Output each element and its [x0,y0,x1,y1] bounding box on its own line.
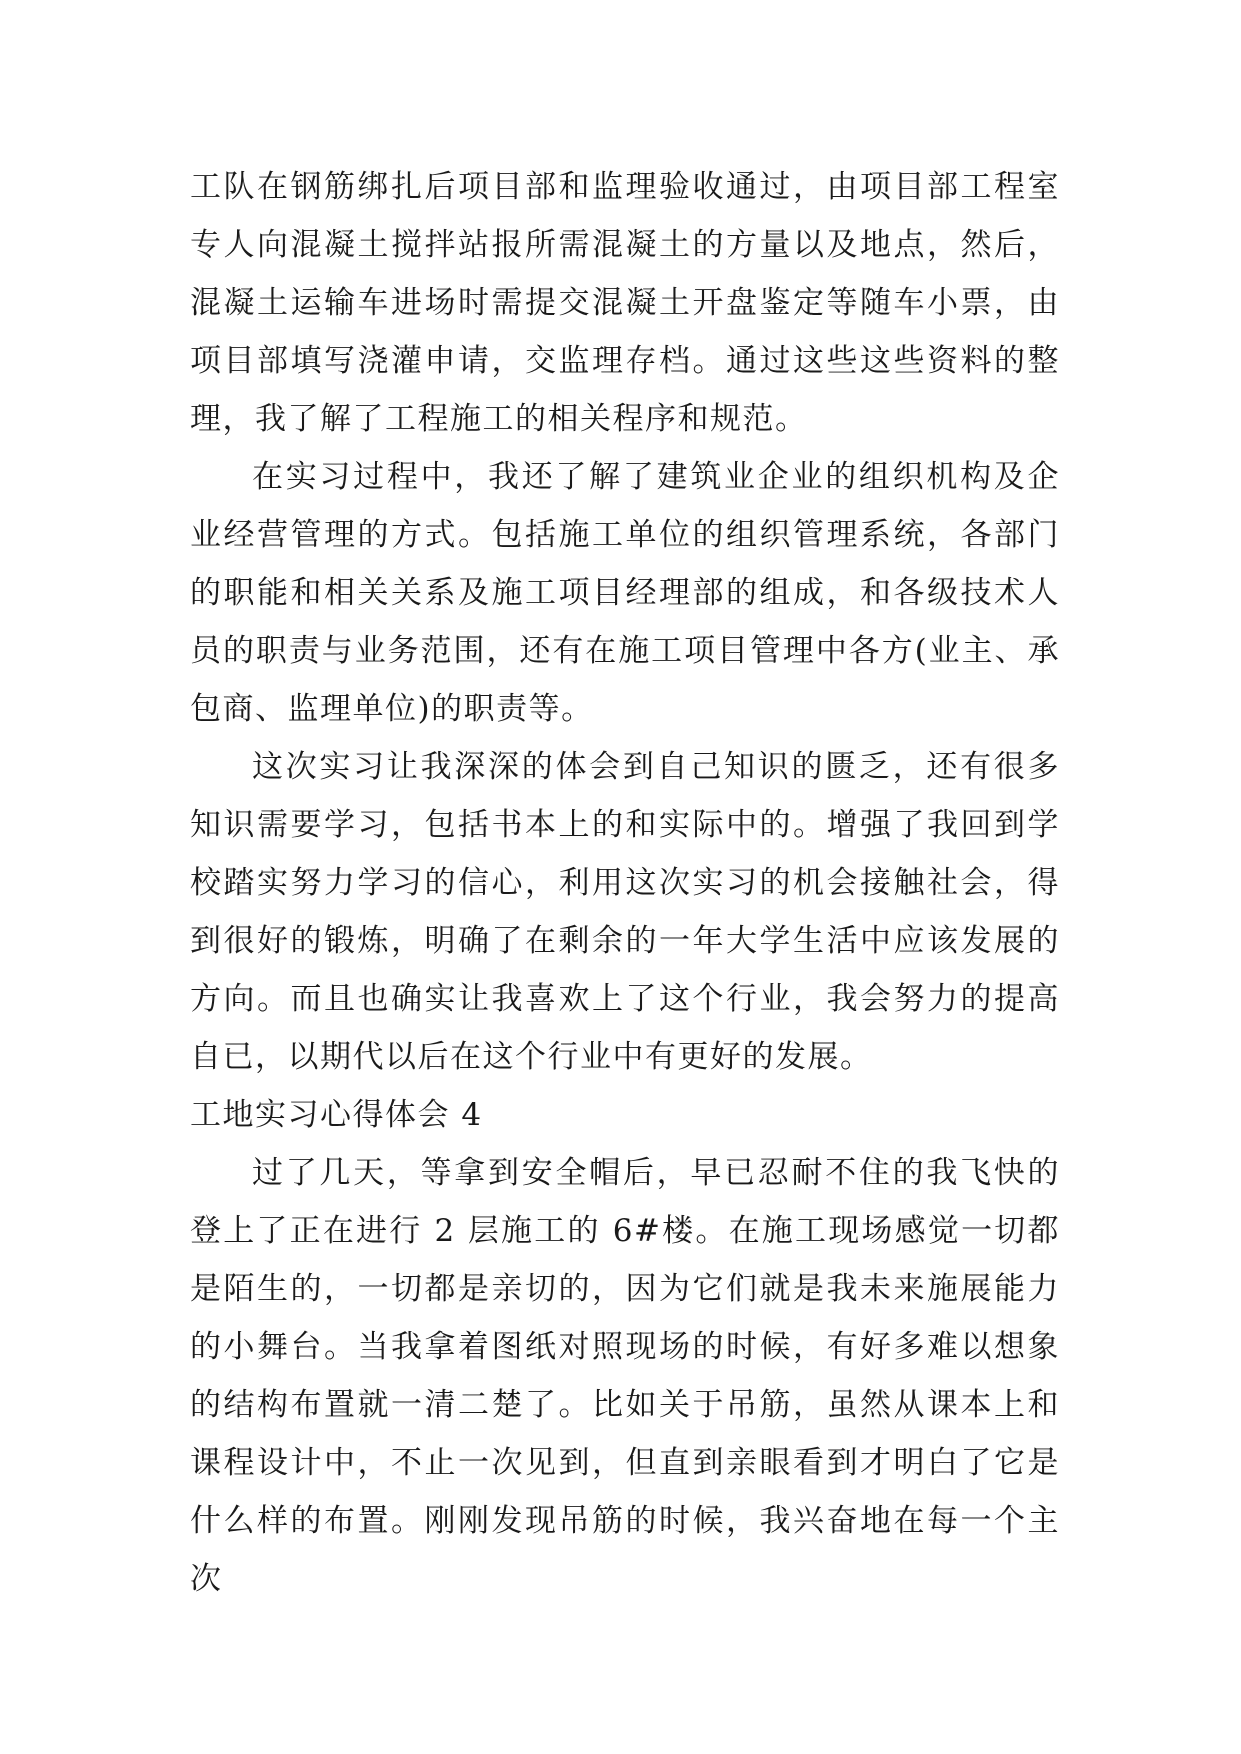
section-heading: 工地实习心得体会 4 [190,1097,483,1133]
paragraph-4: 过了几天，等拿到安全帽后，早已忍耐不住的我飞快的登上了正在进行 2 层施工的 6#楼。在施工现场感觉一切都是陌生的，一切都是亲切的，因为它们就是我未来施展能力的小舞台。当我拿着图纸对照现场的时候，有好多难以想象的结构布置就一清二楚了。比如关于吊筋，虽然从课本上和课程设计中，不止一次见到，但直到亲眼看到才明白了它是什么样的布置。刚刚发现吊筋的时候，我兴奋地在每一个主次 [190,1155,1060,1597]
document-body [190,158,1060,1608]
paragraph-1: 工队在钢筋绑扎后项目部和监理验收通过，由项目部工程室专人向混凝土搅拌站报所需混凝土的方量以及地点，然后，混凝土运输车进场时需提交混凝土开盘鉴定等随车小票，由项目部填写浇灌申请，交监理存档。通过这些这些资料的整理，我了解了工程施工的相关程序和规范。 [190,169,1060,437]
paragraph-3: 这次实习让我深深的体会到自己知识的匮乏，还有很多知识需要学习，包括书本上的和实际中的。增强了我回到学校踏实努力学习的信心，利用这次实习的机会接触社会，得到很好的锻炼，明确了在剩余的一年大学生活中应该发展的方向。而且也确实让我喜欢上了这个行业，我会努力的提高自已，以期代以后在这个行业中有更好的发展。 [190,749,1060,1075]
paragraph-2: 在实习过程中，我还了解了建筑业企业的组织机构及企业经营管理的方式。包括施工单位的组织管理系统，各部门的职能和相关关系及施工项目经理部的组成，和各级技术人员的职责与业务范围，还有在施工项目管理中各方(业主、承包商、监理单位)的职责等。 [190,459,1060,727]
